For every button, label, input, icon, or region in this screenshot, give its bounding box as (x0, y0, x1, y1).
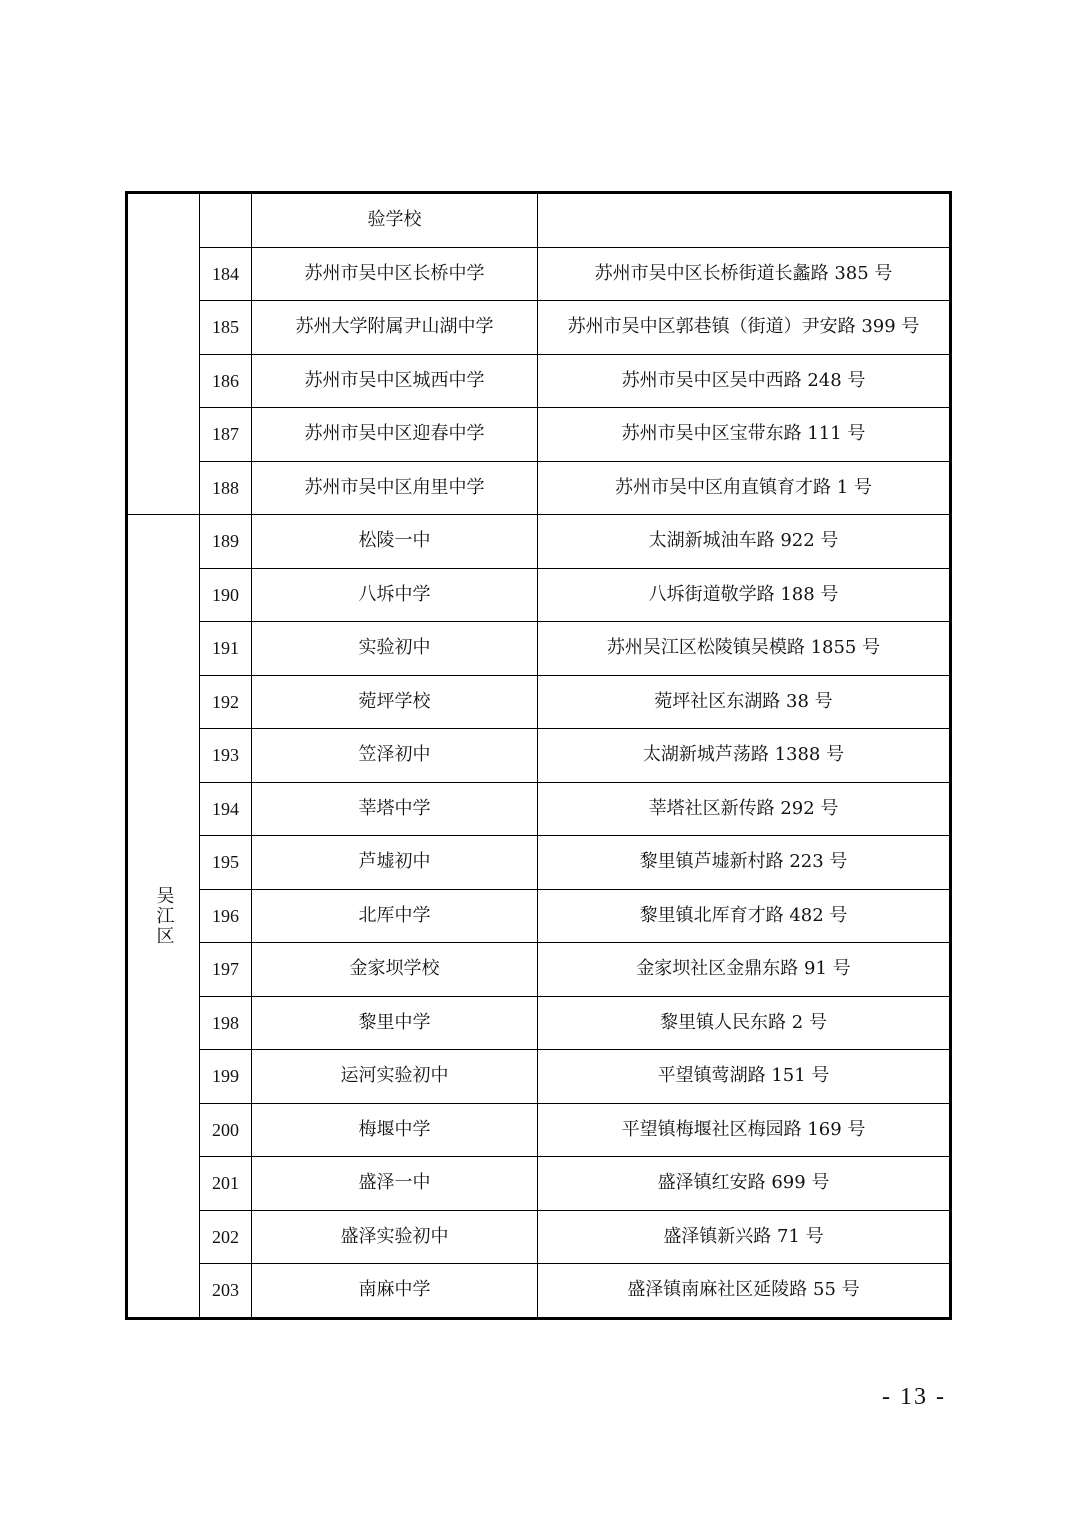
row-number-cell: 188 (200, 461, 252, 515)
school-address-cell: 苏州吴江区松陵镇吴模路 1855 号 (538, 622, 951, 676)
school-address-cell: 苏州市吴中区长桥街道长蠡路 385 号 (538, 247, 951, 301)
district-cell (127, 193, 200, 515)
school-name-cell: 芦墟初中 (252, 836, 538, 890)
school-name-cell: 苏州市吴中区迎春中学 (252, 408, 538, 462)
school-name-cell: 金家坝学校 (252, 943, 538, 997)
school-address-cell: 苏州市吴中区吴中西路 248 号 (538, 354, 951, 408)
school-address-cell: 苏州市吴中区宝带东路 111 号 (538, 408, 951, 462)
school-address-cell: 太湖新城芦荡路 1388 号 (538, 729, 951, 783)
row-number-cell: 184 (200, 247, 252, 301)
school-address-cell: 盛泽镇南麻社区延陵路 55 号 (538, 1264, 951, 1319)
school-address-cell: 菀坪社区东湖路 38 号 (538, 675, 951, 729)
school-name-cell: 盛泽实验初中 (252, 1210, 538, 1264)
table-row (127, 1050, 951, 1104)
row-number-cell: 202 (200, 1210, 252, 1264)
district-label: 吴江区 (153, 885, 175, 946)
school-address-cell: 平望镇梅堰社区梅园路 169 号 (538, 1103, 951, 1157)
school-name-cell: 验学校 (252, 193, 538, 248)
school-name-cell: 莘塔中学 (252, 782, 538, 836)
table-row (127, 461, 951, 515)
school-address-cell: 黎里镇芦墟新村路 223 号 (538, 836, 951, 890)
row-number-cell: 194 (200, 782, 252, 836)
row-number-cell: 193 (200, 729, 252, 783)
table-row (127, 354, 951, 408)
page-number: - 13 - (882, 1384, 946, 1410)
school-name-cell: 苏州市吴中区城西中学 (252, 354, 538, 408)
school-address-cell: 平望镇莺湖路 151 号 (538, 1050, 951, 1104)
school-address-cell: 金家坝社区金鼎东路 91 号 (538, 943, 951, 997)
table-row (127, 889, 951, 943)
school-address-cell: 黎里镇人民东路 2 号 (538, 996, 951, 1050)
row-number-cell: 197 (200, 943, 252, 997)
row-number-cell: 199 (200, 1050, 252, 1104)
school-address-cell: 八坼街道敬学路 188 号 (538, 568, 951, 622)
school-name-cell: 盛泽一中 (252, 1157, 538, 1211)
table-row (127, 301, 951, 355)
table-row (127, 729, 951, 783)
table-row (127, 247, 951, 301)
row-number-cell: 195 (200, 836, 252, 890)
school-name-cell: 苏州市吴中区长桥中学 (252, 247, 538, 301)
school-name-cell: 南麻中学 (252, 1264, 538, 1319)
school-name-cell: 菀坪学校 (252, 675, 538, 729)
school-name-cell: 八坼中学 (252, 568, 538, 622)
table-row (127, 782, 951, 836)
row-number-cell: 190 (200, 568, 252, 622)
school-address-cell: 黎里镇北厍育才路 482 号 (538, 889, 951, 943)
school-name-cell: 北厍中学 (252, 889, 538, 943)
school-address-cell: 苏州市吴中区甪直镇育才路 1 号 (538, 461, 951, 515)
school-address-cell: 莘塔社区新传路 292 号 (538, 782, 951, 836)
row-number-cell (200, 193, 252, 248)
school-name-cell: 松陵一中 (252, 515, 538, 569)
school-name-cell: 苏州大学附属尹山湖中学 (252, 301, 538, 355)
row-number-cell: 200 (200, 1103, 252, 1157)
table-row (127, 1264, 951, 1319)
school-table (125, 191, 952, 1320)
row-number-cell: 185 (200, 301, 252, 355)
table-row (127, 1103, 951, 1157)
school-address-cell: 苏州市吴中区郭巷镇（街道）尹安路 399 号 (538, 301, 951, 355)
school-table-body (127, 193, 951, 1319)
row-number-cell: 192 (200, 675, 252, 729)
school-name-cell: 笠泽初中 (252, 729, 538, 783)
school-address-cell: 太湖新城油车路 922 号 (538, 515, 951, 569)
row-number-cell: 198 (200, 996, 252, 1050)
table-row (127, 1157, 951, 1211)
table-row (127, 622, 951, 676)
table-row (127, 943, 951, 997)
row-number-cell: 187 (200, 408, 252, 462)
school-name-cell: 实验初中 (252, 622, 538, 676)
school-name-cell: 运河实验初中 (252, 1050, 538, 1104)
row-number-cell: 191 (200, 622, 252, 676)
row-number-cell: 203 (200, 1264, 252, 1319)
district-cell (127, 515, 200, 1319)
school-address-cell: 盛泽镇新兴路 71 号 (538, 1210, 951, 1264)
school-name-cell: 黎里中学 (252, 996, 538, 1050)
school-name-cell: 梅堰中学 (252, 1103, 538, 1157)
school-address-cell (538, 193, 951, 248)
row-number-cell: 186 (200, 354, 252, 408)
school-address-cell: 盛泽镇红安路 699 号 (538, 1157, 951, 1211)
table-row (127, 408, 951, 462)
table-row (127, 193, 951, 248)
row-number-cell: 201 (200, 1157, 252, 1211)
table-row (127, 836, 951, 890)
school-name-cell: 苏州市吴中区甪里中学 (252, 461, 538, 515)
table-row (127, 1210, 951, 1264)
table-row (127, 996, 951, 1050)
row-number-cell: 196 (200, 889, 252, 943)
row-number-cell: 189 (200, 515, 252, 569)
table-row (127, 675, 951, 729)
table-row (127, 568, 951, 622)
table-row (127, 515, 951, 569)
